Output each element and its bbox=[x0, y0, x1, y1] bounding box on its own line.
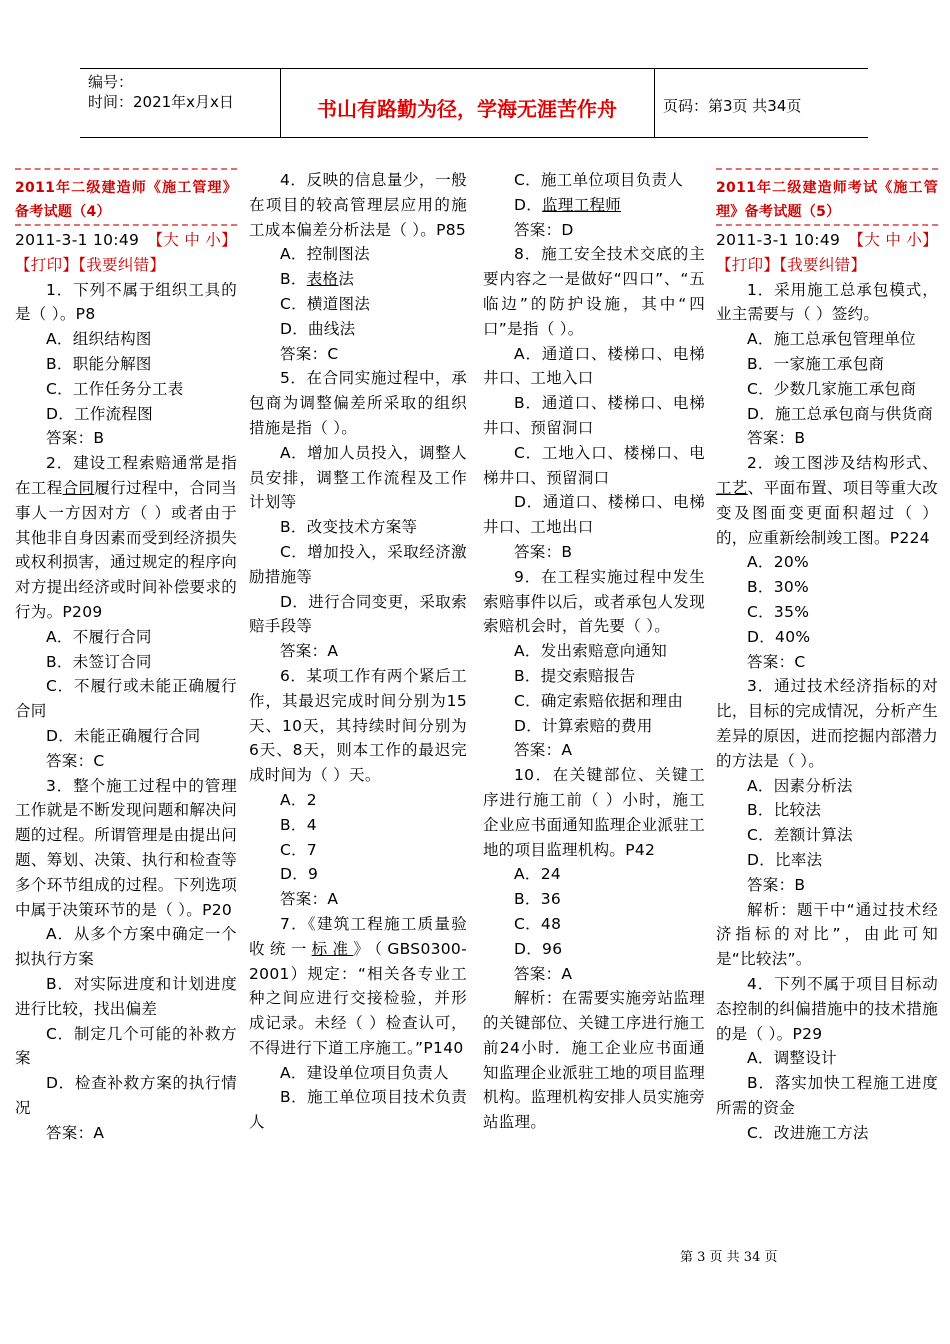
option: B．改变技术方案等 bbox=[280, 518, 418, 537]
answer: 答案：A bbox=[280, 642, 339, 661]
option: C．工作任务分工表 bbox=[46, 379, 184, 398]
print-link[interactable]: 【打印】 bbox=[716, 255, 780, 274]
option: C．不履行或未能正确履行合同 bbox=[15, 677, 237, 721]
column-3 bbox=[483, 168, 705, 1135]
header-info-cell bbox=[80, 69, 281, 137]
option: A．因素分析法 bbox=[747, 776, 853, 795]
article-date: 2011-3-1 10:49 bbox=[716, 231, 841, 249]
question-text: 3．整个施工过程中的管理工作就是不断发现问题和解决问题的过程。所谓管理是由提出问题、筹划、决策、执行和检查等多个环节组成的过程。下列选项中属于决策环节的是（ ）。P20 bbox=[15, 776, 237, 919]
option: C．差额计算法 bbox=[747, 826, 853, 845]
option: D．9 bbox=[280, 865, 319, 884]
option: D．监理工程师 bbox=[514, 195, 622, 214]
answer: 答案：C bbox=[46, 751, 105, 770]
answer: 答案：A bbox=[280, 890, 339, 909]
answer: 答案：C bbox=[280, 344, 339, 363]
font-size-links[interactable]: 【大 中 小】 bbox=[147, 231, 237, 249]
option: B．比较法 bbox=[747, 801, 822, 820]
option: A．20% bbox=[747, 553, 810, 572]
question-text: 6．某项工作有两个紧后工作，其最迟完成时间分别为15天、10天，其持续时间分别为6天、8天，则本工作的最迟完成时间为（ ）天。 bbox=[249, 666, 467, 785]
option: D．比率法 bbox=[747, 850, 823, 869]
page-number-label: 页码：第3页 共34页 bbox=[663, 97, 802, 115]
explanation: 解析：题干中“通过技术经济指标的对比”，由此可知是“比较法”。 bbox=[716, 900, 938, 969]
underlined-term: 表格 bbox=[306, 270, 339, 289]
option: A．不履行合同 bbox=[46, 627, 152, 646]
option: D．通道口、楼梯口、电梯井口、工地出口 bbox=[483, 493, 705, 537]
page-header bbox=[80, 68, 868, 138]
option: C．施工单位项目负责人 bbox=[514, 171, 684, 189]
option: D．40% bbox=[747, 627, 811, 646]
article-meta bbox=[15, 228, 237, 253]
answer: 答案：D bbox=[514, 220, 574, 239]
option: A．24 bbox=[514, 865, 562, 884]
option: C．增加投入，采取经济激励措施等 bbox=[249, 542, 467, 586]
page-footer: 第 3 页 共 34 页 bbox=[680, 1250, 778, 1265]
answer: 答案：A bbox=[514, 741, 573, 760]
option: A．控制图法 bbox=[280, 245, 370, 264]
answer: 答案：A bbox=[46, 1123, 105, 1142]
question-text: 9．在工程实施过程中发生索赔事件以后，或者承包人发现索赔机会时，首先要（ ）。 bbox=[483, 567, 705, 636]
option: D．进行合同变更，采取索赔手段等 bbox=[249, 592, 467, 636]
answer: 答案：B bbox=[747, 429, 806, 448]
option: A．2 bbox=[280, 790, 317, 809]
option: C．少数几家施工承包商 bbox=[747, 379, 917, 398]
option: B．30% bbox=[747, 578, 810, 597]
option: B．对实际进度和计划进度进行比较，找出偏差 bbox=[15, 974, 237, 1018]
option: D．未能正确履行合同 bbox=[46, 726, 201, 745]
article-title: 2011年二级建造师《施工管理》备考试题（4） bbox=[15, 180, 237, 220]
option: B．4 bbox=[280, 815, 317, 834]
option: A．组织结构图 bbox=[46, 330, 152, 349]
option: D．96 bbox=[514, 939, 563, 958]
motto: 书山有路勤为径，学海无涯苦作舟 bbox=[317, 97, 617, 121]
answer: 答案：B bbox=[514, 542, 573, 561]
option: B．落实加快工程施工进度所需的资金 bbox=[716, 1074, 938, 1117]
question-text: 10．在关键部位、关键工序进行施工前（ ）小时，施工企业应书面通知监理企业派驻工地的项目监理机构。P42 bbox=[483, 766, 705, 859]
option: B．36 bbox=[514, 890, 562, 909]
underlined-term: 工艺 bbox=[716, 478, 748, 497]
option: C．改进施工方法 bbox=[747, 1123, 869, 1142]
option: B．一家施工承包商 bbox=[747, 354, 885, 373]
article-title: 2011年二级建造师考试《施工管理》备考试题（5） bbox=[716, 180, 938, 220]
question-text: 7．《建筑工程施工质量验收统一标准》（GBS0300-2001）规定：“相关各专业工种之间应进行交接检验，并形成记录。未经（ ）检查认可，不得进行下道工序施工。”P140 bbox=[249, 914, 467, 1057]
question-text: 5．在合同实施过程中，承包商为调整偏差所采取的组织措施是指（ ）。 bbox=[249, 369, 467, 437]
question-text: 1．采用施工总承包模式，业主需要与（ ）签约。 bbox=[716, 280, 938, 324]
explanation: 解析：在需要实施旁站监理的关键部位、关键工序进行施工前24小时．施工企业应书面通知监理企业派驻工地的项目监理机构。监理机构安排人员实施旁站监理。 bbox=[483, 989, 705, 1132]
question-text: 3．通过技术经济指标的对比，目标的完成情况，分析产生差异的原因，进而挖掘内部潜力的方法是（ ）。 bbox=[716, 677, 938, 770]
divider bbox=[15, 168, 237, 176]
question-text: 2．建设工程索赔通常是指在工程合同履行过程中，合同当事人一方因对方（ ）或者由于其他非自身因素而受到经济损失或权利损害，通过规定的程序向对方提出经济或时间补偿要求的行为。P209 bbox=[15, 454, 238, 621]
option: D．计算索赔的费用 bbox=[514, 716, 653, 735]
answer: 答案：C bbox=[747, 652, 806, 671]
underlined-term: 标准 bbox=[311, 939, 354, 958]
option: D．工作流程图 bbox=[46, 404, 154, 423]
underlined-term: 合同 bbox=[62, 478, 95, 497]
print-link[interactable]: 【打印】 bbox=[15, 255, 79, 274]
question-text: 4．下列不属于项目目标动态控制的纠偏措施中的技术措施的是（ ）。P29 bbox=[716, 974, 938, 1043]
option: D．检查补救方案的执行情况 bbox=[15, 1074, 237, 1117]
option: A．调整设计 bbox=[747, 1049, 837, 1068]
question-text: 2．竣工图涉及结构形式、工艺、平面布置、项目等重大改变及图面变更面积超过（ ）的，应重新绘制竣工图。P224 bbox=[716, 454, 938, 547]
answer: 答案：B bbox=[46, 429, 105, 448]
answer: 答案：B bbox=[747, 875, 806, 894]
article-date: 2011-3-1 10:49 bbox=[15, 231, 140, 249]
column-4 bbox=[716, 168, 938, 1145]
divider bbox=[716, 168, 938, 176]
report-error-link[interactable]: 【我要纠错】 bbox=[779, 255, 867, 274]
option: D．施工总承包商与供货商 bbox=[747, 404, 934, 423]
question-text: 4．反映的信息量少，一般在项目的较高管理层应用的施工成本偏差分析法是（ ）。P85 bbox=[249, 171, 467, 239]
option: A．发出索赔意向通知 bbox=[514, 642, 668, 661]
option: B．未签订合同 bbox=[46, 652, 152, 671]
header-page-cell bbox=[655, 69, 868, 137]
option: C．35% bbox=[747, 602, 810, 621]
option: A．建设单位项目负责人 bbox=[280, 1063, 449, 1082]
column-1 bbox=[15, 168, 237, 1145]
answer: 答案：A bbox=[514, 964, 573, 983]
question-text: 8．施工安全技术交底的主要内容之一是做好“四口”、“五临边”的防护设施，其中“四口”是指（ ）。 bbox=[483, 245, 705, 338]
option: C．制定几个可能的补救方案 bbox=[15, 1024, 237, 1068]
option: D．曲线法 bbox=[280, 319, 356, 338]
font-size-links[interactable]: 【大 中 小】 bbox=[848, 231, 938, 249]
option: C．确定索赔依据和理由 bbox=[514, 691, 684, 710]
option: A．增加人员投入，调整人员安排，调整工作流程及工作计划等 bbox=[249, 443, 467, 512]
option: A．通道口、楼梯口、电梯井口、工地入口 bbox=[483, 344, 705, 388]
option: C．48 bbox=[514, 914, 562, 933]
option: C．横道图法 bbox=[280, 294, 371, 313]
report-error-link[interactable]: 【我要纠错】 bbox=[78, 255, 166, 274]
header-motto-cell bbox=[280, 69, 655, 137]
column-2 bbox=[249, 168, 467, 1135]
code-label: 编号： bbox=[88, 73, 134, 91]
option: B．表格法 bbox=[280, 270, 355, 289]
option: B．施工单位项目技术负责人 bbox=[249, 1088, 467, 1132]
option: A．施工总承包管理单位 bbox=[747, 330, 916, 349]
underlined-term: 监理工程师 bbox=[542, 195, 622, 214]
option: C．工地入口、楼梯口、电梯井口、预留洞口 bbox=[483, 443, 705, 487]
option: C．7 bbox=[280, 840, 318, 859]
article-meta bbox=[716, 228, 938, 253]
question-text: 1．下列不属于组织工具的是（ ）。P8 bbox=[15, 280, 237, 324]
option: A．从多个方案中确定一个拟执行方案 bbox=[15, 925, 237, 969]
option: B．职能分解图 bbox=[46, 354, 152, 373]
option: B．提交索赔报告 bbox=[514, 666, 636, 685]
time-label: 时间：2021年x月x日 bbox=[88, 93, 234, 111]
option: B．通道口、楼梯口、电梯井口、预留洞口 bbox=[483, 394, 705, 437]
